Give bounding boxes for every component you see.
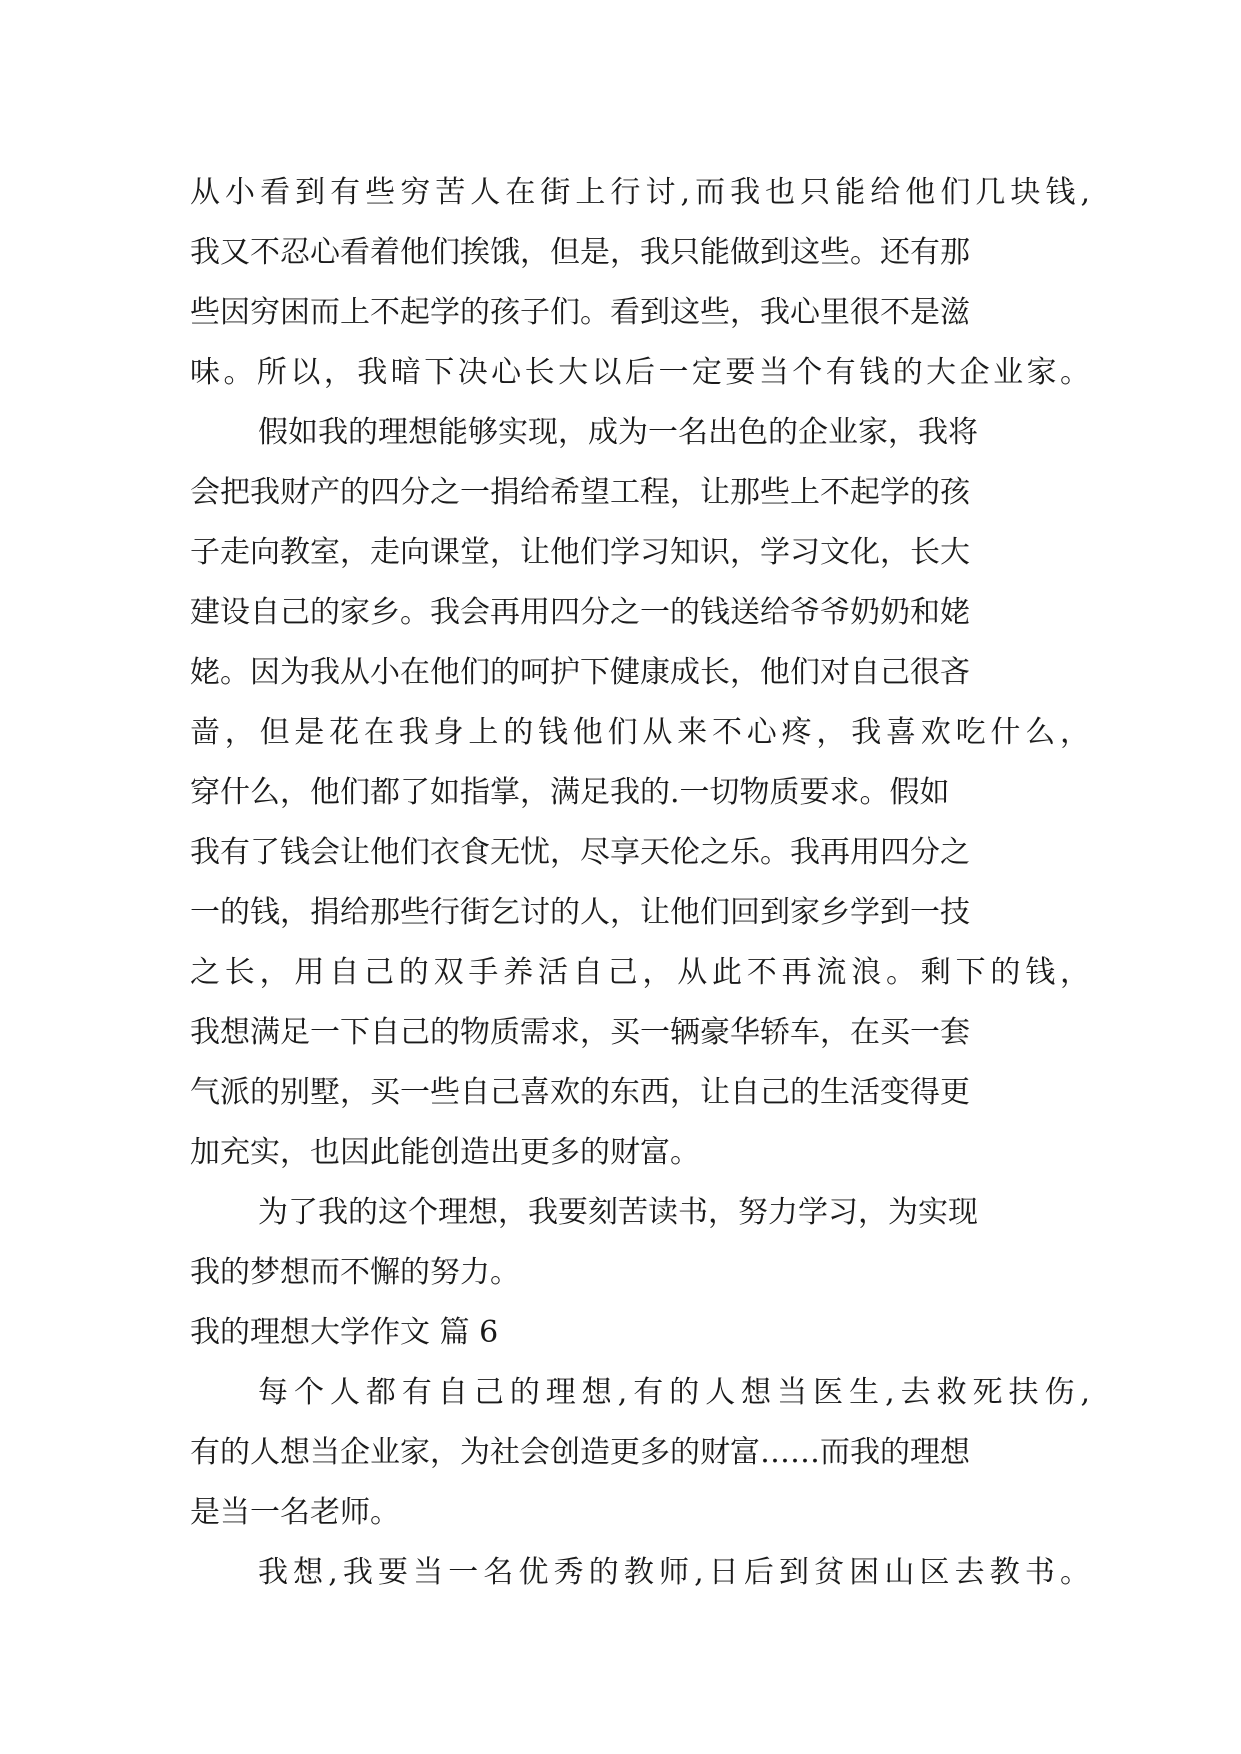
paragraph-first-line: 每个人都有自己的理想,有的人想当医生,去救死扶伤,	[258, 1375, 1090, 1410]
text-line: 会把我财产的四分之一捐给希望工程，让那些上不起学的孩	[190, 475, 970, 510]
text-line: 我有了钱会让他们衣食无忧，尽享天伦之乐。我再用四分之	[190, 835, 970, 870]
text-line: 味。所以，我暗下决心长大以后一定要当个有钱的大企业家。	[190, 355, 1090, 390]
paragraph-first-line: 为了我的这个理想，我要刻苦读书，努力学习，为实现	[258, 1195, 978, 1230]
text-line: 我又不忍心看着他们挨饿，但是，我只能做到这些。还有那	[190, 235, 970, 270]
text-line: 之长，用自己的双手养活自己，从此不再流浪。剩下的钱，	[190, 955, 1090, 990]
text-line: 我的梦想而不懈的努力。	[190, 1255, 520, 1290]
text-line: 一的钱，捐给那些行街乞讨的人，让他们回到家乡学到一技	[190, 895, 970, 930]
text-line: 些因穷困而上不起学的孩子们。看到这些，我心里很不是滋	[190, 295, 970, 330]
section-heading: 我的理想大学作文 篇 6	[190, 1315, 499, 1350]
text-line: 加充实，也因此能创造出更多的财富。	[190, 1135, 700, 1170]
text-line: 姥。因为我从小在他们的呵护下健康成长，他们对自己很吝	[190, 655, 970, 690]
text-line: 建设自己的家乡。我会再用四分之一的钱送给爷爷奶奶和姥	[190, 595, 970, 630]
text-line: 我想满足一下自己的物质需求，买一辆豪华轿车，在买一套	[190, 1015, 970, 1050]
text-line: 气派的别墅，买一些自己喜欢的东西，让自己的生活变得更	[190, 1075, 970, 1110]
text-line: 是当一名老师。	[190, 1495, 400, 1530]
paragraph-first-line: 假如我的理想能够实现，成为一名出色的企业家，我将	[258, 415, 978, 450]
text-line: 穿什么，他们都了如指掌，满足我的.一切物质要求。假如	[190, 775, 950, 810]
text-line: 从小看到有些穷苦人在街上行讨,而我也只能给他们几块钱,	[190, 175, 1090, 210]
paragraph-first-line: 我想,我要当一名优秀的教师,日后到贫困山区去教书。	[258, 1555, 1090, 1590]
text-line: 啬，但是花在我身上的钱他们从来不心疼，我喜欢吃什么，	[190, 715, 1090, 750]
essay-body	[190, 163, 1090, 1603]
text-line: 子走向教室，走向课堂，让他们学习知识，学习文化，长大	[190, 535, 970, 570]
text-line: 有的人想当企业家，为社会创造更多的财富……而我的理想	[190, 1435, 970, 1470]
